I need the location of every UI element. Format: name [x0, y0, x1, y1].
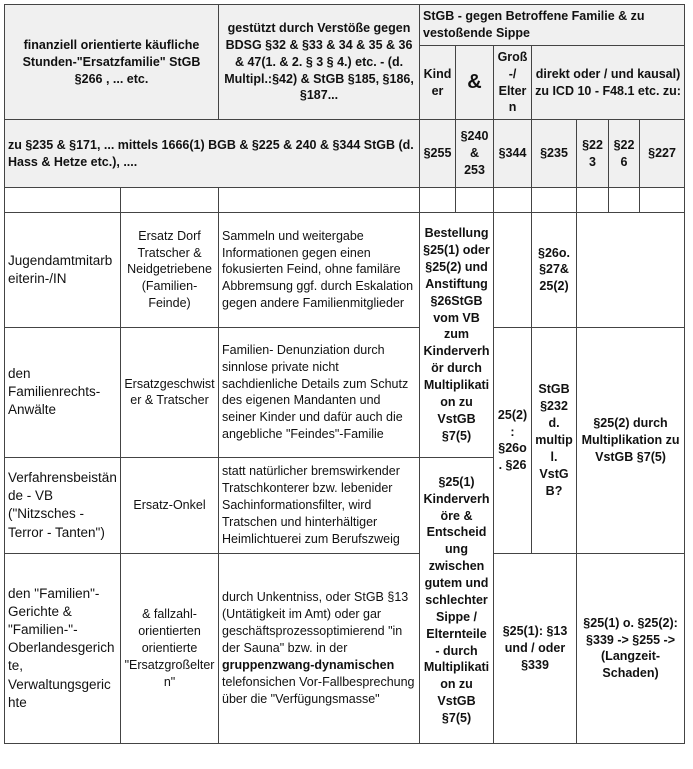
header-ersatzfamilie: finanziell orientierte käufliche Stunden-"Ersatzfamilie" StGB §266 , ... etc. [5, 5, 219, 120]
row-who: den "Familien"-Gerichte & "Familien-"-Oberlandesgerichte, Verwaltungsgerichte [5, 553, 121, 743]
row-who: Jugendamtmitarbeiterin-/IN [5, 212, 121, 327]
row-who: Verfahrensbeistände - VB ("Nitzsches - Terror - Tanten") [5, 457, 121, 553]
paragraph-255: §255 [420, 120, 456, 188]
cell-stgb-232: StGB §232 d. multipl. VstGB? [532, 327, 577, 553]
header-stgb-group: StGB - gegen Betroffene Familie & zu vestoßende Sippe [420, 5, 685, 46]
paragraph-row [5, 120, 685, 188]
cell-bestellung: Bestellung §25(1) oder §25(2) und Anstiftung §26StGB vom VB zum Kinderverhör durch Multiplikation zu VstGB §7(5) [420, 212, 494, 457]
header-bdsg: gestützt durch Verstöße gegen BDSG §32 & §33 & 34 & 35 & 36 & 47(1. & 2. § 3 § 4.) etc. - (d. Multipl.:§42) & StGB §185, §186, §187... [219, 5, 420, 120]
table-row [5, 327, 685, 457]
paragraph-240-253: §240 & 253 [456, 120, 494, 188]
crime-matrix-table [4, 4, 685, 744]
cell-26-27: §26o. §27& 25(2) [532, 212, 577, 327]
table-row [5, 212, 685, 327]
paragraph-344: §344 [494, 120, 532, 188]
header-direkt-kausal: direkt oder / und kausal) zu ICD 10 - F48.1 etc. zu: [532, 45, 685, 120]
cell-25-2: 25(2) : §26o. §26 [494, 327, 532, 553]
row-role: Ersatzgeschwister & Tratscher [121, 327, 219, 457]
paragraph-row-text: zu §235 & §171, ... mittels 1666(1) BGB & §225 & 240 & §344 StGB (d. Hass & Hetze etc.), .... [5, 120, 420, 188]
paragraph-223: §223 [577, 120, 609, 188]
table-row [5, 553, 685, 743]
header-grosseltern: Groß -/ Eltern [494, 45, 532, 120]
cell-25-langzeit: §25(1) o. §25(2): §339 -> §255 -> (Langzeit-Schaden) [577, 553, 685, 743]
row-role: Ersatz-Onkel [121, 457, 219, 553]
header-row-1 [5, 5, 685, 46]
cell-kinderverhoere: §25(1) Kinderverhöre & Entscheidung zwischen gutem und schlechter Sippe / Elternteile - durch Multiplikation zu VstGB §7(5) [420, 457, 494, 743]
paragraph-235: §235 [532, 120, 577, 188]
cell-25-2-multiplikation: §25(2) durch Multiplikation zu VstGB §7(5) [577, 327, 685, 553]
row-who: den Familienrechts-Anwälte [5, 327, 121, 457]
header-kinder: Kinder [420, 45, 456, 120]
header-ampersand: & [456, 45, 494, 120]
paragraph-227: §227 [640, 120, 685, 188]
row-description: Sammeln und weitergabe Informationen gegen einen fokusierten Feind, ohne familäre Abbremsung ggf. durch Eskalation gegen andere Familienmitglieder [219, 212, 420, 327]
cell-25-13-339: §25(1): §13 und / oder §339 [494, 553, 577, 743]
row-role: & fallzahl-orientierten orientierte "Ersatzgroßeltern" [121, 553, 219, 743]
paragraph-226: §226 [609, 120, 640, 188]
row-role: Ersatz Dorf Tratscher & Neidgetriebene (Familien-Feinde) [121, 212, 219, 327]
row-description: statt natürlicher bremswirkender Tratschkonterer bzw. lebenider Sachinformationsfilter, wird Tratschen und hinterhältiger Heimlichtuerei zum Berufszweig [219, 457, 420, 553]
row-description: Familien- Denunziation durch sinnlose private nicht sachdienliche Details zum Schutz des eigenen Mandanten und seiner Kinder und dafür auch die angebliche "Feindes"-Familie [219, 327, 420, 457]
empty-row [5, 187, 685, 212]
row-description: durch Unkentniss, oder StGB §13 (Untätigkeit im Amt) oder gar geschäftsprozessoptimierend "in der Sauna" bzw. in der gruppenzwang-dynamischen telefonsichen Vor-Fallbesprechung über die "Verfügungsmasse" [219, 553, 420, 743]
